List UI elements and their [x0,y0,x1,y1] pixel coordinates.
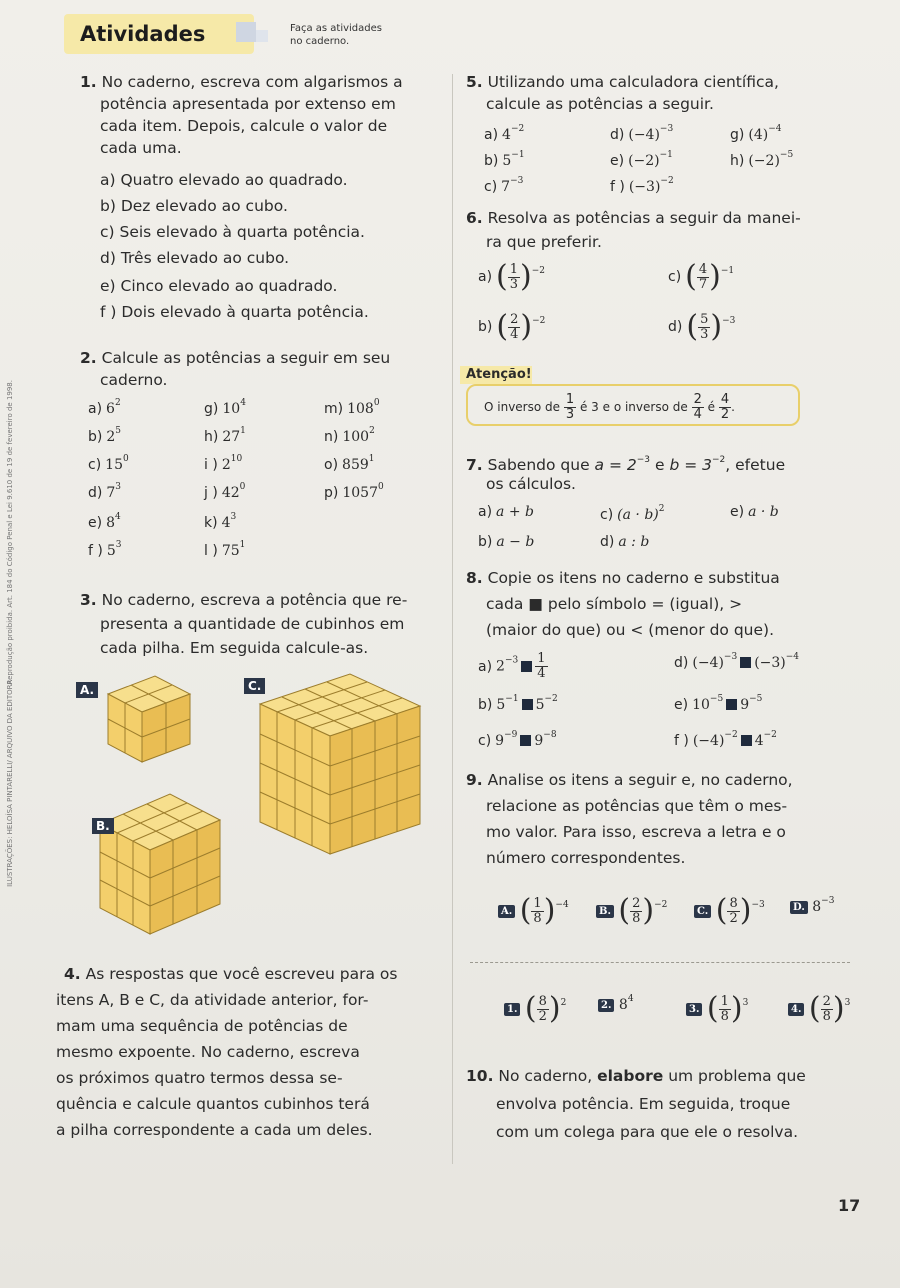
list-item: e) Cinco elevado ao quadrado. [100,277,338,295]
list-item: f ) Dois elevado à quarta potência. [100,303,369,321]
list-item: a) Quatro elevado ao quadrado. [100,171,348,189]
list-item: e) $(-2)^{-1}$ [610,150,673,169]
cube-stack-b [100,794,220,934]
list-item: b) $5^{-1}$ $5^{-2}$ [478,694,558,713]
list-item: g) $10^4$ [204,398,246,417]
cube-stacks-illustration [60,664,450,954]
list-item: e) a · b [730,504,779,520]
header-decor-square-small [256,30,268,42]
list-item: c) $9^{-9}$ $9^{-8}$ [478,730,557,749]
list-item: c) Seis elevado à quarta potência. [100,223,365,241]
list-item: c) $15^0$ [88,454,129,473]
list-item: j ) $42^0$ [204,482,246,501]
page-number: 17 [838,1196,861,1215]
list-item: e) $10^{-5}$ $9^{-5}$ [674,694,763,713]
list-item: b) $2^5$ [88,426,122,445]
blank-square-icon [741,735,752,746]
list-item: b) Dez elevado ao cubo. [100,197,288,215]
attention-text: O inverso de $\frac{1}{3}$ é 3 e o inverso de $\frac{2}{4}$ é $\frac{4}{2}$ . [484,392,735,422]
attention-title: Atenção! [460,366,532,384]
textbook-page: Atividades Faça as atividades no caderno. Reprodução proibida. Art. 184 do Código Penal e Lei 9.610 de 19 de fevereiro de 1998. ILUSTRAÇÕES: HELOÍSA PINTARELLI/ ARQUIVO DA EDITORA 1. No caderno, escreva com algarismos a potência apresentada por extenso em cada item. Depois, calcule o valor de cada uma. a) Quatro elevado ao quadrado. b) Dez elevado ao cubo. c) Seis elevado à quarta potência. d) Três elevado ao cubo. e) Cinco elevado ao quadrado. f ) Dois elevado à quarta potência. 2. Calcule as potências a seguir em seu caderno. a) $6^2$ g) $10^4$ m) $108^0$ b) $2^5$ h) $27^1$ n) $100^2$ c) $15^0$ i ) $2^{10}$ o) $859^1$ d) $7^3$ j ) $42^0$ p) 1057$^0$ e) $8^4$ k) $4^3$ f ) $5^3$ l ) $75^1$ 3. No caderno, escreva a potência que re- presenta a quantidade de cubinhos em cada pilha. Em seguida calcule-as. A. B. C. 4. As respostas que você escreveu para os itens A, B e C, da atividade anterior, for- mam uma sequência de potências de mesmo expoente. No caderno, escreva os próximos quatro termos dessa se- quência e calcule quantos cubinhos terá a pilha correspondente a cada um deles. 5. Utilizando uma calculadora científica, calcule as potências a seguir. a) $4^{-2}$ d) $(-4)^{-3}$ g) $(4)^{-4}$ b) $5^{-1}$ e) $(-2)^{-1}$ h) $(-2)^{-5}$ c) $7^{-3}$ f ) $(-3)^{-2}$ 6. Resolva as potências a seguir da manei- ra que preferir. a) ( $\frac{1}{3}$ )$^{-2}$ c) ( $\frac{4}{7}$ )$^{-1}$ b) ( $\frac{2}{4}$ )$^{-2}$ d) ( $\frac{5}{3}$ )$^{-3}$ Atenção! O inverso de $\frac{1}{3}$ é 3 e o inverso de $\frac{2}{4}$ é $\frac{4}{2}$ . 7. Sabendo que $a = 2^{-3}$ e $b = 3^{-2}$, efetue os cálculos. a) a + b c) $(a \cdot b)^2$ e) a · b b) a − b d) a : b 8. Copie os itens no caderno e substitua cada ■ pelo símbolo = (igual), > (maior do que) ou < (menor do que). a) $2^{-3}$ $\frac{1}{4}$ d) $(-4)^{-3}$ $(-3)^{-4}$ b) $5^{-1}$ $5^{-2}$ e) $10^{-5}$ $9^{-5}$ c) $9^{-9}$ $9^{-8}$ f ) $(-4)^{-2}$ $4^{-2}$ 9. Analise os itens a seguir e, no caderno, relacione as potências que têm o mes- mo valor. Para isso, escreva a letra e o número correspondentes. A. ( $\frac{1}{8}$ )$^{-4}$ B. ( $\frac{2}{8}$ )$^{-2}$ C. ( $\frac{8}{2}$ )$^{-3}$ D. $8^{-3}$ 1. ( $\frac{8}{2}$ )$^2$ 2. $8^4$ 3. ( $\frac{1}{8}$ )$^3$ 4. ( $\frac{2}{8}$ )$^3$ 10. No caderno, elabore um problema que envolva potência. Em seguida, troque com um colega para que ele o resolva. 17 [0,0,900,1288]
list-item: b) ( $\frac{2}{4}$ )$^{-2}$ [478,309,546,344]
list-item: f ) $(-3)^{-2}$ [610,176,674,195]
list-item: c) ( $\frac{4}{7}$ )$^{-1}$ [668,259,735,294]
list-item: d) ( $\frac{5}{3}$ )$^{-3}$ [668,309,736,344]
list-item: l ) $75^1$ [204,540,246,559]
list-item: n) $100^2$ [324,426,375,445]
list-item: a) ( $\frac{1}{3}$ )$^{-2}$ [478,259,546,294]
list-item: d) $(-4)^{-3}$ [610,124,674,143]
blank-square-icon [726,699,737,710]
side-credit-copyright: Reprodução proibida. Art. 184 do Código Penal e Lei 9.610 de 19 de fevereiro de 1998. [6,380,14,685]
stack-label-c: C. [244,678,265,694]
list-item: m) $108^0$ [324,398,380,417]
stack-label-b: B. [92,818,114,834]
page-title: Atividades [80,22,206,46]
list-item: d) a : b [600,534,650,550]
list-item: b) a − b [478,534,535,550]
column-divider [452,74,453,1164]
list-item: 1. ( $\frac{8}{2}$ )$^2$ [504,994,566,1024]
header-decor-square [236,22,256,42]
header-note: Faça as atividades no caderno. [290,23,382,47]
side-credit-illustrations: ILUSTRAÇÕES: HELOÍSA PINTARELLI/ ARQUIVO DA EDITORA [6,680,14,887]
list-item: a) $2^{-3}$ $\frac{1}{4}$ [478,651,546,681]
list-item: a) a + b [478,504,534,520]
list-item: 4. ( $\frac{2}{8}$ )$^3$ [788,994,850,1024]
list-item: f ) $(-4)^{-2}$ $4^{-2}$ [674,730,777,749]
list-item: o) $859^1$ [324,454,375,473]
blank-square-icon [521,661,532,672]
list-item: a) $4^{-2}$ [484,124,525,143]
list-item: b) $5^{-1}$ [484,150,525,169]
blank-square-icon [740,657,751,668]
list-item: k) $4^3$ [204,512,237,531]
list-item: i ) $2^{10}$ [204,454,243,473]
list-item: e) $8^4$ [88,512,121,531]
list-item: a) $6^2$ [88,398,121,417]
cube-stack-a [108,676,190,762]
list-item: 2. $8^4$ [598,994,634,1013]
list-item: 3. ( $\frac{1}{8}$ )$^3$ [686,994,748,1024]
list-item: c) $7^{-3}$ [484,176,524,195]
list-item: h) $27^1$ [204,426,246,445]
list-item: D. $8^{-3}$ [790,896,834,915]
list-item: f ) $5^3$ [88,540,122,559]
list-item: p) 1057$^0$ [324,482,384,501]
list-item: d) $7^3$ [88,482,122,501]
blank-square-icon [520,735,531,746]
stack-label-a: A. [76,682,98,698]
blank-square-icon [522,699,533,710]
list-item: h) $(-2)^{-5}$ [730,150,794,169]
list-item: d) Três elevado ao cubo. [100,249,290,267]
list-item: B. ( $\frac{2}{8}$ )$^{-2}$ [596,896,667,926]
list-item: A. ( $\frac{1}{8}$ )$^{-4}$ [498,896,569,926]
list-item: c) $(a \cdot b)^2$ [600,504,665,523]
list-item: d) $(-4)^{-3}$ $(-3)^{-4}$ [674,652,800,671]
list-item: C. ( $\frac{8}{2}$ )$^{-3}$ [694,896,765,926]
list-item: g) $(4)^{-4}$ [730,124,782,143]
cube-stack-c [260,674,420,854]
separator-line [470,962,850,963]
